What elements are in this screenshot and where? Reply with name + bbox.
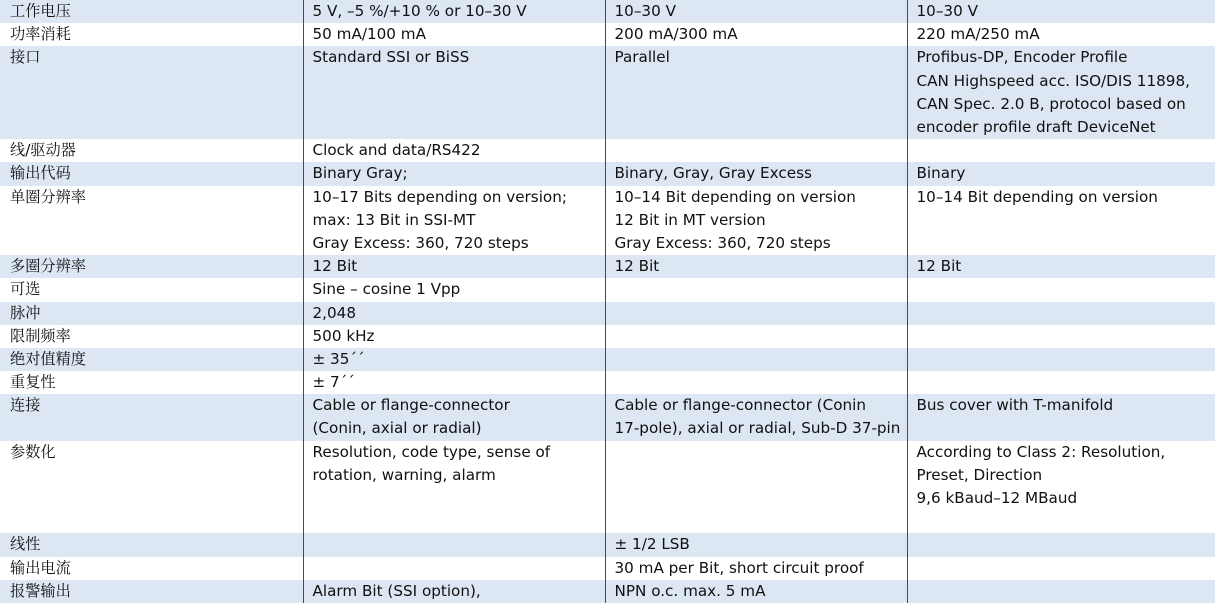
spec-row-label <box>0 302 303 325</box>
spec-cell-line: 10–17 Bits depending on version; <box>313 186 605 209</box>
spec-cell-col2 <box>605 348 907 371</box>
spec-row-label <box>0 371 303 394</box>
spec-cell-col1 <box>303 186 605 256</box>
spec-cell-line: 12 Bit <box>313 255 605 278</box>
spec-row <box>0 557 1215 580</box>
spec-cell-col1 <box>303 139 605 162</box>
spec-cell-line: Cable or flange-connector (Conin <box>615 394 907 417</box>
spec-cell-col1 <box>303 46 605 139</box>
spec-cell-line: According to Class 2: Resolution, <box>917 441 1215 464</box>
spec-cell-col3 <box>907 23 1215 46</box>
spec-cell-line: Cable or flange-connector <box>313 394 605 417</box>
spec-cell-line: ± 7´´ <box>313 371 605 394</box>
spec-cell-line: 10–30 V <box>917 0 1215 23</box>
spec-cell-col3 <box>907 325 1215 348</box>
spec-cell-col2 <box>605 162 907 185</box>
spec-cell-col2 <box>605 394 907 440</box>
spec-row-label <box>0 557 303 580</box>
spec-row <box>0 46 1215 139</box>
spec-label-text: 工作电压 <box>10 0 303 23</box>
spec-cell-col3 <box>907 533 1215 556</box>
spec-cell-line: max: 13 Bit in SSI-MT <box>313 209 605 232</box>
spec-row <box>0 162 1215 185</box>
spec-row-label <box>0 441 303 534</box>
spec-cell-line: 30 mA per Bit, short circuit proof <box>615 557 907 580</box>
spec-cell-line: 12 Bit <box>615 255 907 278</box>
spec-cell-line: Clock and data/RS422 <box>313 139 605 162</box>
spec-row <box>0 302 1215 325</box>
spec-cell-col2 <box>605 278 907 301</box>
spec-cell-col2 <box>605 371 907 394</box>
spec-cell-line: 12 Bit in MT version <box>615 209 907 232</box>
spec-cell-col3 <box>907 441 1215 534</box>
spec-cell-col1 <box>303 533 605 556</box>
spec-label-text: 接口 <box>10 46 303 69</box>
spec-cell-line: Binary <box>917 162 1215 185</box>
spec-cell-line: 12 Bit <box>917 255 1215 278</box>
spec-label-text: 单圈分辨率 <box>10 186 303 209</box>
spec-cell-col3 <box>907 580 1215 603</box>
spec-cell-col1 <box>303 441 605 534</box>
spec-cell-col1 <box>303 23 605 46</box>
spec-row-label <box>0 278 303 301</box>
spec-label-text: 线/驱动器 <box>10 139 303 162</box>
spec-cell-line: 5 V, –5 %/+10 % or 10–30 V <box>313 0 605 23</box>
spec-row-label <box>0 580 303 603</box>
spec-label-text: 输出代码 <box>10 162 303 185</box>
spec-cell-col2 <box>605 0 907 23</box>
spec-cell-line: Profibus-DP, Encoder Profile <box>917 46 1215 69</box>
spec-row <box>0 394 1215 440</box>
spec-cell-col2 <box>605 580 907 603</box>
spec-label-text: 功率消耗 <box>10 23 303 46</box>
spec-label-text: 多圈分辨率 <box>10 255 303 278</box>
spec-row <box>0 533 1215 556</box>
spec-row-label <box>0 23 303 46</box>
spec-cell-line: ± 35´´ <box>313 348 605 371</box>
spec-cell-col1 <box>303 255 605 278</box>
spec-cell-col3 <box>907 255 1215 278</box>
spec-cell-line: CAN Highspeed acc. ISO/DIS 11898, <box>917 70 1215 93</box>
spec-cell-line: 10–14 Bit depending on version <box>615 186 907 209</box>
spec-cell-line: encoder profile draft DeviceNet <box>917 116 1215 139</box>
spec-row-label <box>0 139 303 162</box>
spec-label-text: 绝对值精度 <box>10 348 303 371</box>
spec-cell-line: Binary, Gray, Gray Excess <box>615 162 907 185</box>
spec-cell-col1 <box>303 580 605 603</box>
spec-row-label <box>0 255 303 278</box>
spec-cell-col2 <box>605 186 907 256</box>
spec-row-label <box>0 533 303 556</box>
spec-cell-line: Bus cover with T-manifold <box>917 394 1215 417</box>
spec-row-label <box>0 0 303 23</box>
spec-row <box>0 441 1215 534</box>
spec-row-label <box>0 348 303 371</box>
spec-cell-col2 <box>605 23 907 46</box>
spec-cell-col3 <box>907 371 1215 394</box>
spec-cell-col1 <box>303 162 605 185</box>
spec-row-label <box>0 394 303 440</box>
spec-cell-line: ± 1/2 LSB <box>615 533 907 556</box>
spec-row-label <box>0 162 303 185</box>
spec-cell-line: 10–14 Bit depending on version <box>917 186 1215 209</box>
spec-cell-col2 <box>605 46 907 139</box>
spec-cell-line: 200 mA/300 mA <box>615 23 907 46</box>
spec-cell-col1 <box>303 394 605 440</box>
spec-row <box>0 139 1215 162</box>
spec-cell-col3 <box>907 348 1215 371</box>
spec-row-label <box>0 325 303 348</box>
spec-cell-line: 50 mA/100 mA <box>313 23 605 46</box>
spec-row <box>0 186 1215 256</box>
spec-cell-line: 9,6 kBaud–12 MBaud <box>917 487 1215 510</box>
spec-cell-col2 <box>605 255 907 278</box>
spec-label-text: 脉冲 <box>10 302 303 325</box>
spec-cell-col3 <box>907 557 1215 580</box>
spec-cell-col3 <box>907 46 1215 139</box>
spec-cell-col1 <box>303 0 605 23</box>
spec-cell-col1 <box>303 325 605 348</box>
spec-cell-col1 <box>303 557 605 580</box>
spec-label-text: 重复性 <box>10 371 303 394</box>
spec-cell-line: Gray Excess: 360, 720 steps <box>615 232 907 255</box>
spec-cell-line: CAN Spec. 2.0 B, protocol based on <box>917 93 1215 116</box>
spec-cell-line: Preset, Direction <box>917 464 1215 487</box>
spec-cell-line: Alarm Bit (SSI option), <box>313 580 605 603</box>
spec-row-label <box>0 186 303 256</box>
spec-label-text: 限制频率 <box>10 325 303 348</box>
spec-cell-line: 500 kHz <box>313 325 605 348</box>
spec-cell-col3 <box>907 302 1215 325</box>
spec-cell-line: NPN o.c. max. 5 mA <box>615 580 907 603</box>
spec-cell-line: Binary Gray; <box>313 162 605 185</box>
spec-row <box>0 255 1215 278</box>
spec-cell-col2 <box>605 441 907 534</box>
spec-cell-line: (Conin, axial or radial) <box>313 417 605 440</box>
spec-label-text: 输出电流 <box>10 557 303 580</box>
spec-row-label <box>0 46 303 139</box>
spec-cell-col2 <box>605 325 907 348</box>
spec-cell-line: Resolution, code type, sense of <box>313 441 605 464</box>
spec-row <box>0 580 1215 603</box>
spec-cell-col3 <box>907 394 1215 440</box>
spec-cell-line: Sine – cosine 1 Vpp <box>313 278 605 301</box>
spec-cell-col1 <box>303 348 605 371</box>
spec-cell-col2 <box>605 557 907 580</box>
spec-row <box>0 371 1215 394</box>
spec-row <box>0 348 1215 371</box>
spec-label-text: 报警输出 <box>10 580 303 603</box>
spec-row <box>0 325 1215 348</box>
spec-cell-line: 220 mA/250 mA <box>917 23 1215 46</box>
spec-cell-col2 <box>605 533 907 556</box>
spec-label-text: 可选 <box>10 278 303 301</box>
spec-cell-col3 <box>907 0 1215 23</box>
spec-cell-col1 <box>303 302 605 325</box>
spec-cell-col1 <box>303 278 605 301</box>
spec-cell-col2 <box>605 302 907 325</box>
spec-row <box>0 23 1215 46</box>
spec-row <box>0 278 1215 301</box>
spec-cell-col1 <box>303 371 605 394</box>
spec-cell-col2 <box>605 139 907 162</box>
spec-cell-line: 2,048 <box>313 302 605 325</box>
spec-row <box>0 0 1215 23</box>
spec-cell-col3 <box>907 139 1215 162</box>
spec-cell-col3 <box>907 162 1215 185</box>
spec-cell-col3 <box>907 186 1215 256</box>
spec-label-text: 连接 <box>10 394 303 417</box>
spec-cell-line: Gray Excess: 360, 720 steps <box>313 232 605 255</box>
spec-cell-line: Parallel <box>615 46 907 69</box>
spec-label-text: 参数化 <box>10 441 303 464</box>
spec-label-text: 线性 <box>10 533 303 556</box>
spec-cell-col3 <box>907 278 1215 301</box>
spec-cell-line: rotation, warning, alarm <box>313 464 605 487</box>
spec-cell-line: 17-pole), axial or radial, Sub-D 37-pin <box>615 417 907 440</box>
spec-cell-line: Standard SSI or BiSS <box>313 46 605 69</box>
spec-cell-line: 10–30 V <box>615 0 907 23</box>
